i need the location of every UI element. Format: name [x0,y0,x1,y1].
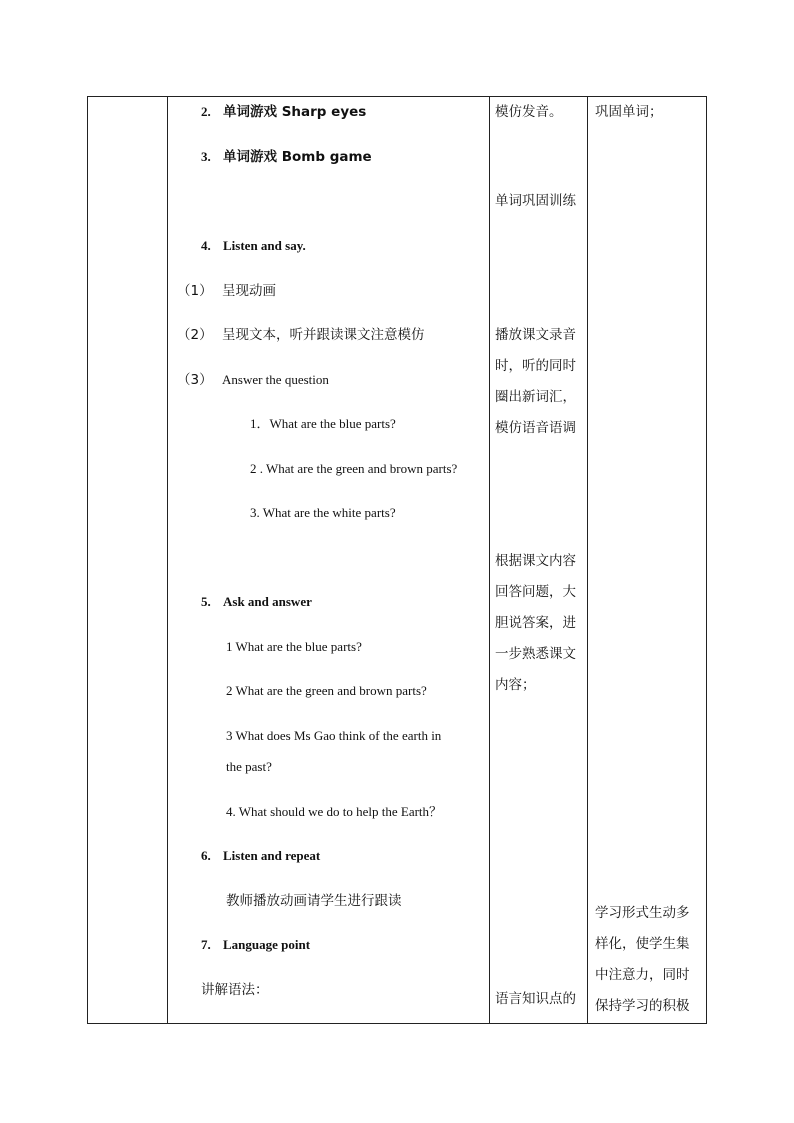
step-7: 7. Language point [201,937,311,952]
activity-language-point: 语言知识点的 [495,991,576,1007]
column-divider [489,97,490,1023]
step-7-body: 讲解语法： [201,982,269,998]
activity-imitate: 模仿发音。 [495,104,563,120]
step-6-body: 教师播放动画请学生进行跟读 [226,893,402,909]
answer-question-3-line2: the past? [226,759,272,774]
column-divider [587,97,588,1023]
intent-consolidate-words: 巩固单词； [595,104,663,120]
question-1: 1．What are the blue parts? [250,416,396,431]
activity-listen-text: 播放课文录音时，听的同时圈出新词汇，模仿语音语调 [495,327,576,436]
substep-2: （2） 呈现文本，听并跟读课文注意模仿 [177,327,425,343]
intent-learning-form: 学习形式生动多样化，使学生集中注意力，同时保持学习的积极 [595,905,690,1014]
step-4: 4. Listen and say. [201,238,306,253]
step-5: 5. Ask and answer [201,594,312,609]
answer-question-1: 1 What are the blue parts? [226,639,362,654]
answer-question-2: 2 What are the green and brown parts? [226,683,427,698]
substep-1: （1） 呈现动画 [177,283,276,299]
question-3: 3. What are the white parts? [250,505,396,520]
answer-question-3-line1: 3 What does Ms Gao think of the earth in [226,728,442,743]
step-3: 3. 单词游戏 Bomb game [201,149,372,165]
step-2: 2. 单词游戏 Sharp eyes [201,104,367,120]
lesson-plan-table [87,96,707,1024]
question-2: 2 . What are the green and brown parts? [250,461,458,476]
activity-answer-questions: 根据课文内容回答问题，大胆说答案，进一步熟悉课文内容； [495,553,576,693]
substep-3: （3） Answer the question [177,372,329,388]
activity-word-practice: 单词巩固训练 [495,193,576,209]
step-6: 6. Listen and repeat [201,848,321,863]
answer-question-4: 4. What should we do to help the Earth？ [226,804,443,819]
column-divider [167,97,168,1023]
